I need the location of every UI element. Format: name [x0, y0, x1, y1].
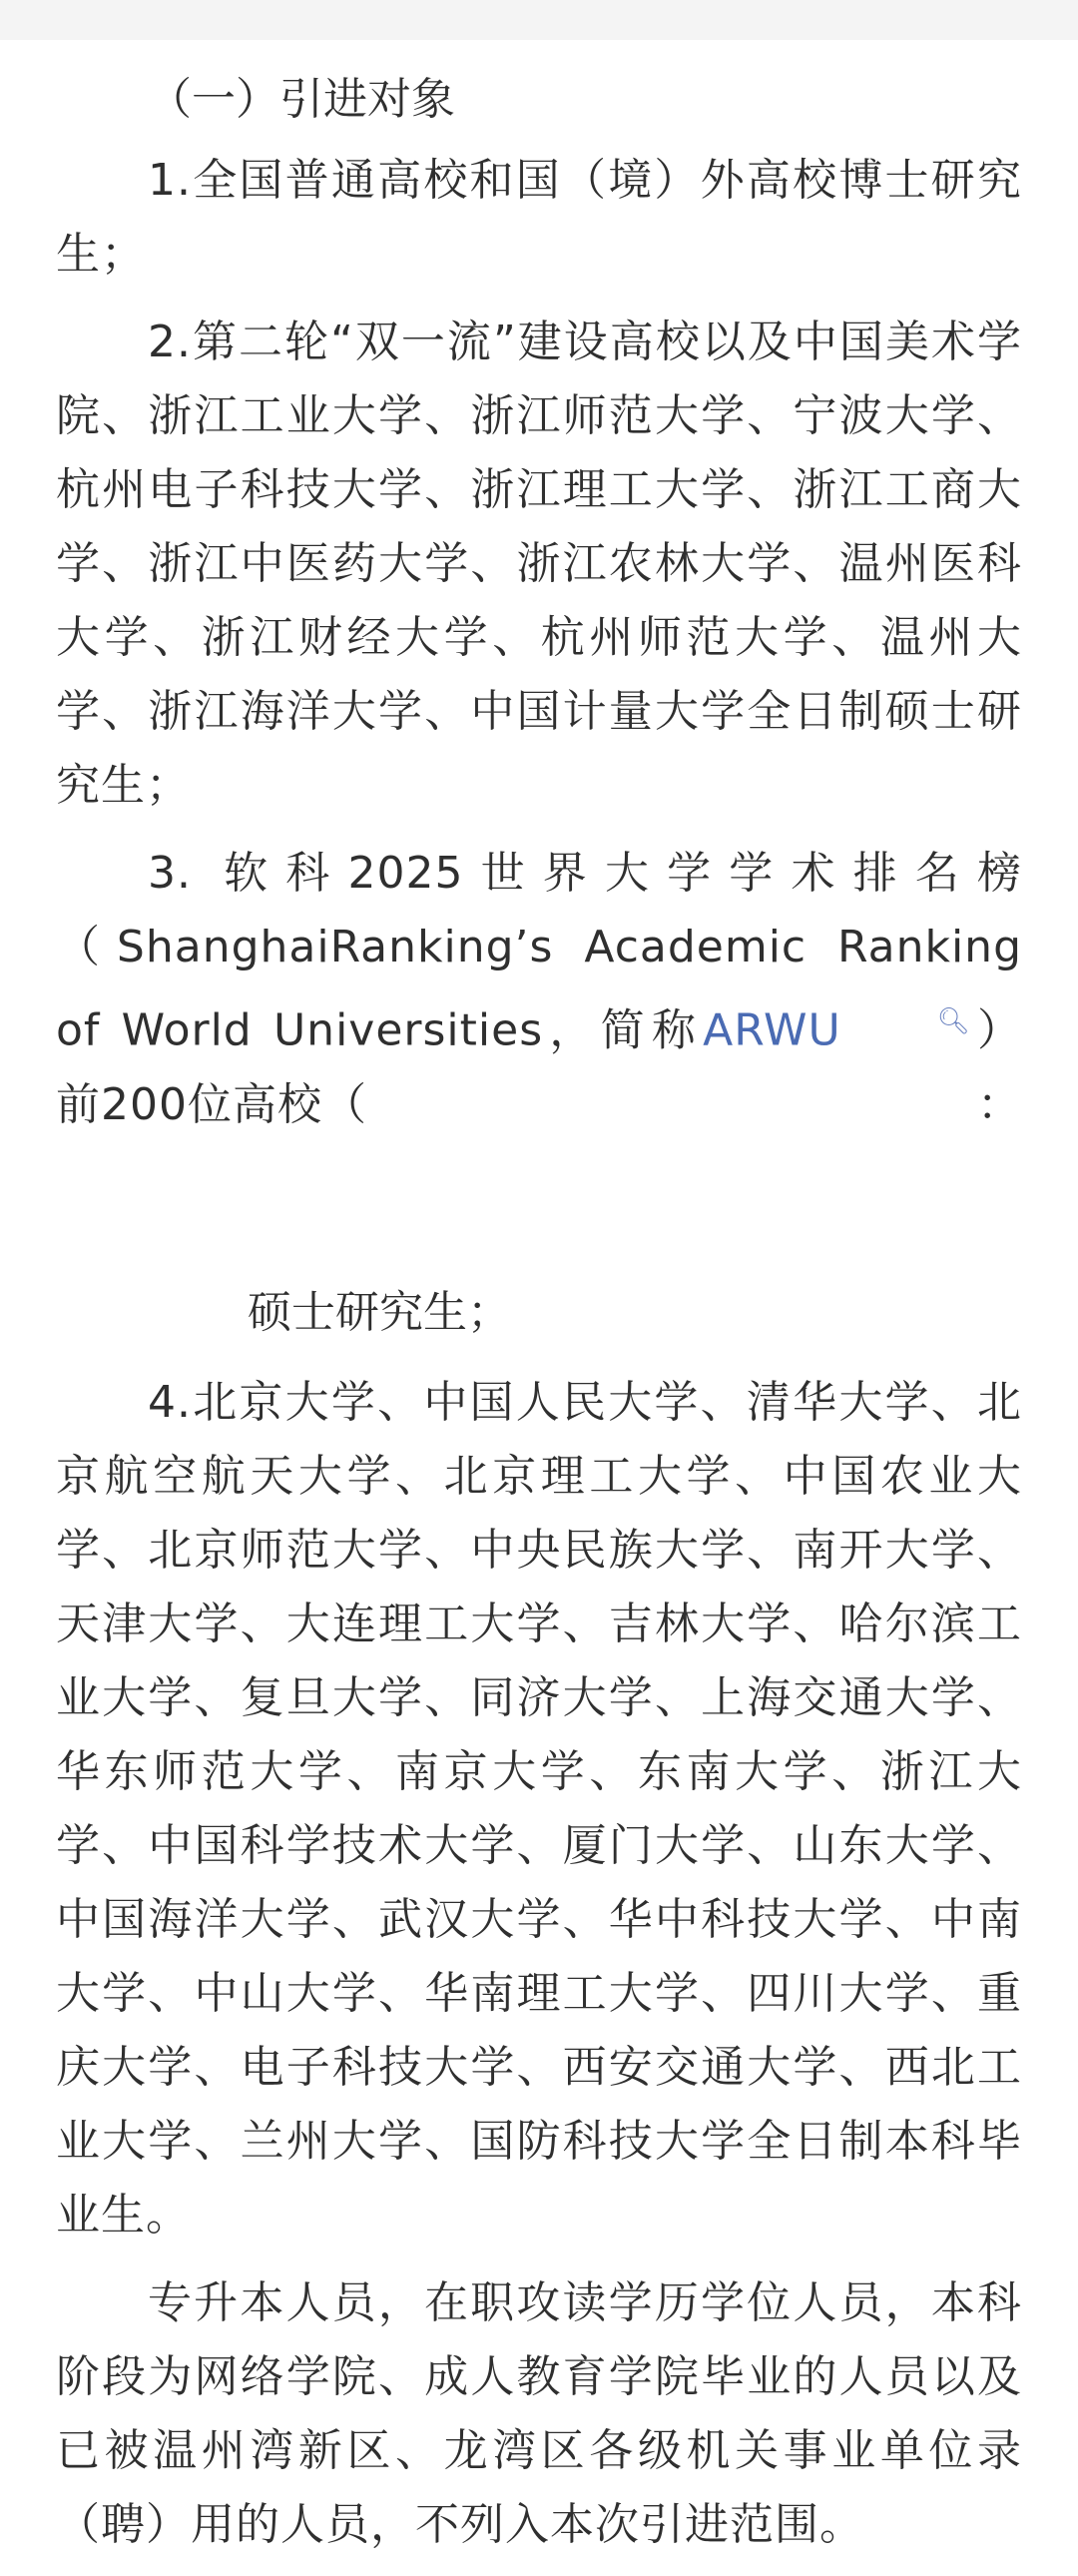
- paragraph-3-text: 3. 软科2025世界大学学术排名榜（ShanghaiRanking’s Academic Ranking of World Universities，简称: [56, 848, 1022, 1056]
- paragraph-5: 专升本人员，在职攻读学历学位人员，本科阶段为网络学院、成人教育学院毕业的人员以及已被温州湾新区、龙湾区各级机关事业单位录（聘）用的人员，不列入本次引进范围。: [56, 2276, 1022, 2550]
- paragraph-2: 2.第二轮“双一流”建设高校以及中国美术学院、浙江工业大学、浙江师范大学、宁波大学、杭州电子科技大学、浙江理工大学、浙江工商大学、浙江中医药大学、浙江农林大学、温州医科大学、浙江财经大学、杭州师范大学、温州大学、浙江海洋大学、中国计量大学全日制硕士研究生；: [56, 317, 1022, 811]
- paragraph-3: [56, 837, 1022, 1142]
- arwu-search-link[interactable]: ARWU: [703, 1004, 841, 1056]
- paragraph-3-colon: ：: [977, 1078, 1022, 1130]
- top-bar: [0, 0, 1078, 40]
- paragraph-4: 4.北京大学、中国人民大学、清华大学、北京航空航天大学、北京理工大学、中国农业大学、北京师范大学、中央民族大学、南开大学、天津大学、大连理工大学、吉林大学、哈尔滨工业大学、复旦大学、同济大学、上海交通大学、华东师范大学、南京大学、东南大学、浙江大学、中国科学技术大学、厦门大学、山东大学、中国海洋大学、武汉大学、华中科技大学、中南大学、中山大学、华南理工大学、四川大学、重庆大学、电子科技大学、西安交通大学、西北工业大学、兰州大学、国防科技大学全日制本科毕业生。: [56, 1376, 1022, 2241]
- paragraph-3-text-2: ）前200位高校（: [56, 1004, 1023, 1130]
- search-icon[interactable]: 🔍︎: [936, 1006, 971, 1036]
- paragraph-1: 1.全国普通高校和国（境）外高校博士研究生；: [56, 155, 1022, 280]
- blurred-region: [56, 1156, 1022, 1276]
- paragraph-3-tail: 硕士研究生；: [248, 1286, 511, 1338]
- section-heading: （一）引进对象: [148, 74, 455, 125]
- article-body: [56, 62, 1022, 2576]
